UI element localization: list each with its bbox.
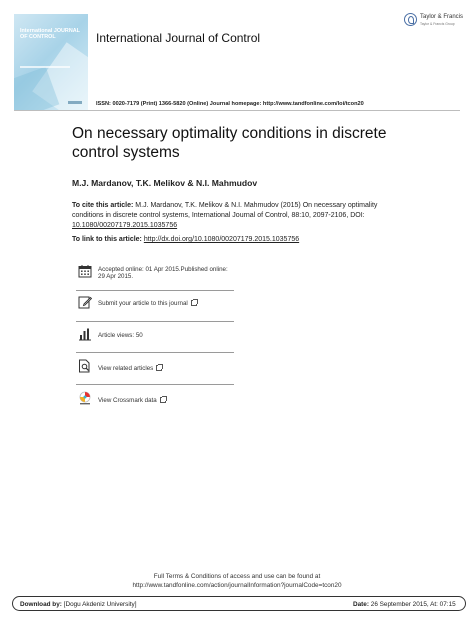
related-articles-link[interactable] bbox=[98, 365, 162, 372]
search-document-icon bbox=[78, 359, 92, 373]
download-by bbox=[20, 601, 137, 608]
doi-link[interactable]: 10.1080/00207179.2015.1035756 bbox=[72, 222, 178, 229]
article-authors: M.J. Mardanov, T.K. Melikov & N.I. Mahmudov bbox=[72, 178, 258, 188]
calendar-icon bbox=[78, 264, 92, 278]
date-label: Date: bbox=[353, 601, 369, 608]
publisher-logo bbox=[404, 13, 466, 33]
external-link-icon bbox=[191, 300, 197, 306]
terms-link[interactable]: http://www.tandfonline.com/action/journalInformation?journalCode=tcon20 bbox=[132, 582, 342, 589]
submit-article-label: Submit your article to this journal bbox=[98, 300, 188, 307]
cover-publisher-logo bbox=[68, 101, 82, 104]
citation bbox=[72, 201, 402, 231]
crossmark-label: View Crossmark data bbox=[98, 397, 157, 404]
taylor-francis-logo-icon bbox=[404, 13, 417, 26]
edit-icon bbox=[78, 295, 92, 309]
related-articles-label: View related articles bbox=[98, 365, 154, 372]
download-value: [Dogu Akdeniz University] bbox=[61, 601, 137, 608]
citation-label: To cite this article: bbox=[72, 202, 134, 209]
download-label: Download by: bbox=[20, 601, 62, 608]
link-label: To link to this article: bbox=[72, 236, 144, 243]
publisher-name: Taylor & Francis bbox=[420, 14, 464, 20]
article-link-line bbox=[72, 236, 299, 243]
issn-line: ISSN: 0020-7179 (Print) 1366-5820 (Online) Journal homepage: http://www.tandfonline.com/loi/tcon20 bbox=[96, 101, 364, 107]
cover-title: International JOURNAL OF CONTROL bbox=[20, 28, 80, 40]
article-views-text: Article views: 50 bbox=[98, 332, 143, 339]
journal-name[interactable]: International Journal of Control bbox=[96, 31, 261, 45]
external-link-icon bbox=[160, 397, 166, 403]
cover-divider bbox=[20, 66, 70, 68]
date-value: 26 September 2015, At: 07:15 bbox=[368, 601, 456, 608]
citation-text: M.J. Mardanov, T.K. Melikov & N.I. Mahmudov (2015) On necessary optimality conditions in discrete control systems, International Journal of Control, 88:10, 2097-2106, DOI: bbox=[72, 202, 378, 219]
crossmark-icon bbox=[78, 391, 92, 405]
header-divider bbox=[14, 110, 460, 111]
external-link-icon bbox=[156, 365, 162, 371]
bar-chart-icon bbox=[78, 327, 92, 341]
publisher-group: Taylor & Francis Group bbox=[420, 22, 455, 26]
journal-cover-image bbox=[14, 14, 88, 110]
item-divider bbox=[76, 352, 234, 353]
item-divider bbox=[76, 321, 234, 322]
submit-article-link[interactable] bbox=[98, 300, 197, 307]
terms-line-1: Full Terms & Conditions of access and use can be found at bbox=[153, 573, 321, 580]
item-divider bbox=[76, 290, 234, 291]
dates-text: Accepted online: 01 Apr 2015.Published online: 29 Apr 2015. bbox=[98, 266, 228, 280]
item-divider bbox=[76, 384, 234, 385]
download-date bbox=[353, 601, 456, 608]
crossmark-link[interactable] bbox=[98, 397, 166, 404]
article-url-link[interactable]: http://dx.doi.org/10.1080/00207179.2015.1035756 bbox=[143, 236, 300, 243]
article-title: On necessary optimality conditions in discrete control systems bbox=[72, 125, 387, 161]
